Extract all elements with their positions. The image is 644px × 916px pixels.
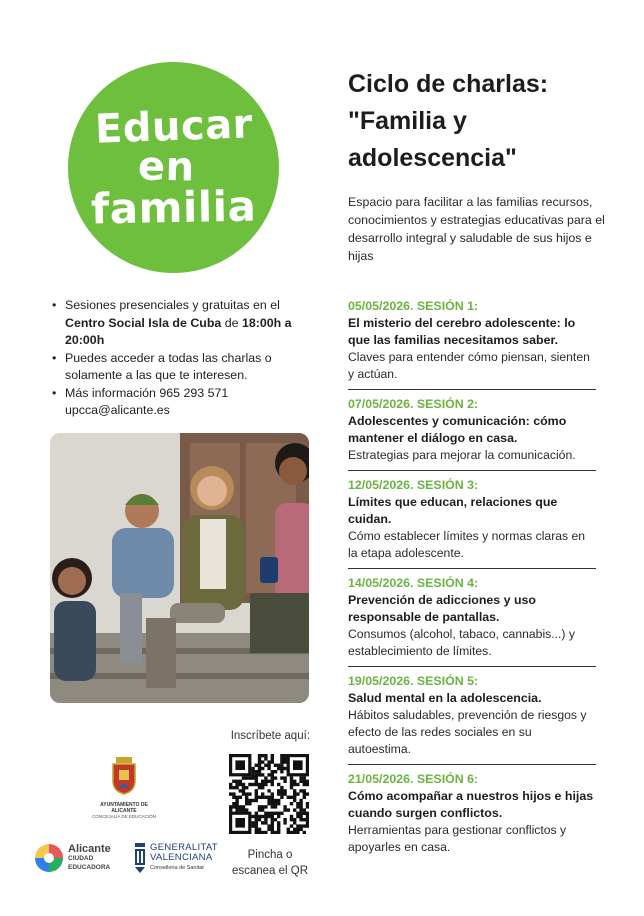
ayuntamiento-name: AYUNTAMIENTO DE ALICANTE [100,802,148,814]
info-text: Sesiones presenciales y gratuitas en el [65,298,280,312]
concejalia-name: CONCEJALÍA DE EDUCACIÓN [92,814,156,819]
title-line: adolescencia" [348,144,517,172]
session-item [348,298,596,389]
alicante-word: Alicante [68,842,111,855]
info-item-access: • Puedes acceder a todas las charlas o solamente a las que te interesen. [50,350,300,385]
session-date: 19/05/2026. SESIÓN 5: [348,674,479,688]
session-description: Estrategias para mejorar la comunicación. [348,448,576,462]
qr-code-icon [229,754,309,834]
venue-name: Centro Social Isla de Cuba [65,315,222,330]
info-item-contact [50,385,300,420]
teenagers-photo [50,433,309,703]
gva-text [150,843,218,873]
session-date: 05/05/2026. SESIÓN 1: [348,299,479,313]
alicante-ciudad-educadora-logo [34,843,111,873]
session-item [348,764,596,862]
coat-of-arms-icon [110,757,138,795]
session-date: 12/05/2026. SESIÓN 3: [348,478,479,492]
session-title: El misterio del cerebro adolescente: lo que las familias necesitamos saber. [348,316,576,347]
session-date: 21/05/2026. SESIÓN 6: [348,772,479,786]
info-list [50,297,300,420]
intro-text: Espacio para facilitar a las familias recursos, conocimientos y estrategias educativas para el desarrollo integral y saludable de sus hijos e hijas [348,195,605,263]
logo-word-en: en [137,143,196,190]
session-description: Cómo establecer límites y normas claras en la etapa adolescente. [348,529,586,560]
session-description: Consumos (alcohol, tabaco, cannabis...) y establecimiento de límites. [348,627,575,658]
session-title: Adolescentes y comunicación: cómo mantener el diálogo en casa. [348,414,567,445]
session-item [348,568,596,666]
educar-en-familia-logo [68,62,279,273]
contact-phone: Más información 965 293 571 [65,385,229,400]
colorful-circle-icon [34,843,64,873]
qr-code[interactable] [229,754,309,834]
ciudad-word: CIUDAD [68,854,94,862]
contact-email[interactable]: upcca@alicante.es [65,403,170,417]
title-line: Ciclo de charlas: [348,70,549,98]
session-title: Cómo acompañar a nuestros hijos e hijas cuando surgen conflictos. [348,789,594,820]
session-item [348,389,596,470]
generalitat-word: GENERALITAT [150,842,218,853]
qr-caption [226,847,314,879]
session-description: Herramientas para gestionar conflictos y apoyarles en casa. [348,823,567,854]
logo-word-familia: familia [90,181,257,233]
session-date: 14/05/2026. SESIÓN 4: [348,576,479,590]
session-title: Salud mental en la adolescencia. [348,691,542,705]
sessions-list [348,298,596,862]
session-title: Límites que educan, relaciones que cuidan. [348,495,558,526]
conselleria-name: Conselleria de Sanitat [150,865,204,871]
generalitat-valenciana-logo [134,843,218,873]
title-line: "Familia y [348,107,467,135]
session-item [348,666,596,764]
register-label: Inscríbete aquí: [230,730,310,742]
qr-caption-line: escanea el QR [231,865,309,877]
teenagers-illustration [50,433,309,703]
alicante-text [68,842,111,872]
qr-caption-line: Pincha o [247,849,293,861]
page-title [348,66,618,177]
session-description: Hábitos saludables, prevención de riesgos y efecto de las redes sociales en su autoestima. [348,708,587,756]
session-description: Claves para entender cómo piensan, sienten y actúan. [348,350,590,381]
logo-word-educar: Educar [93,100,254,153]
session-date: 07/05/2026. SESIÓN 2: [348,397,479,411]
info-item-schedule [50,297,300,350]
educadora-word: EDUCADORA [68,863,111,871]
schedule-time: 18:00h a 20:00h [65,315,292,347]
session-title: Prevención de adicciones y uso responsable de pantallas. [348,593,536,624]
valenciana-word: VALENCIANA [150,852,213,863]
info-text: de [221,315,242,330]
session-item [348,470,596,568]
gva-emblem-icon [134,843,146,873]
ayuntamiento-logo [88,757,160,819]
